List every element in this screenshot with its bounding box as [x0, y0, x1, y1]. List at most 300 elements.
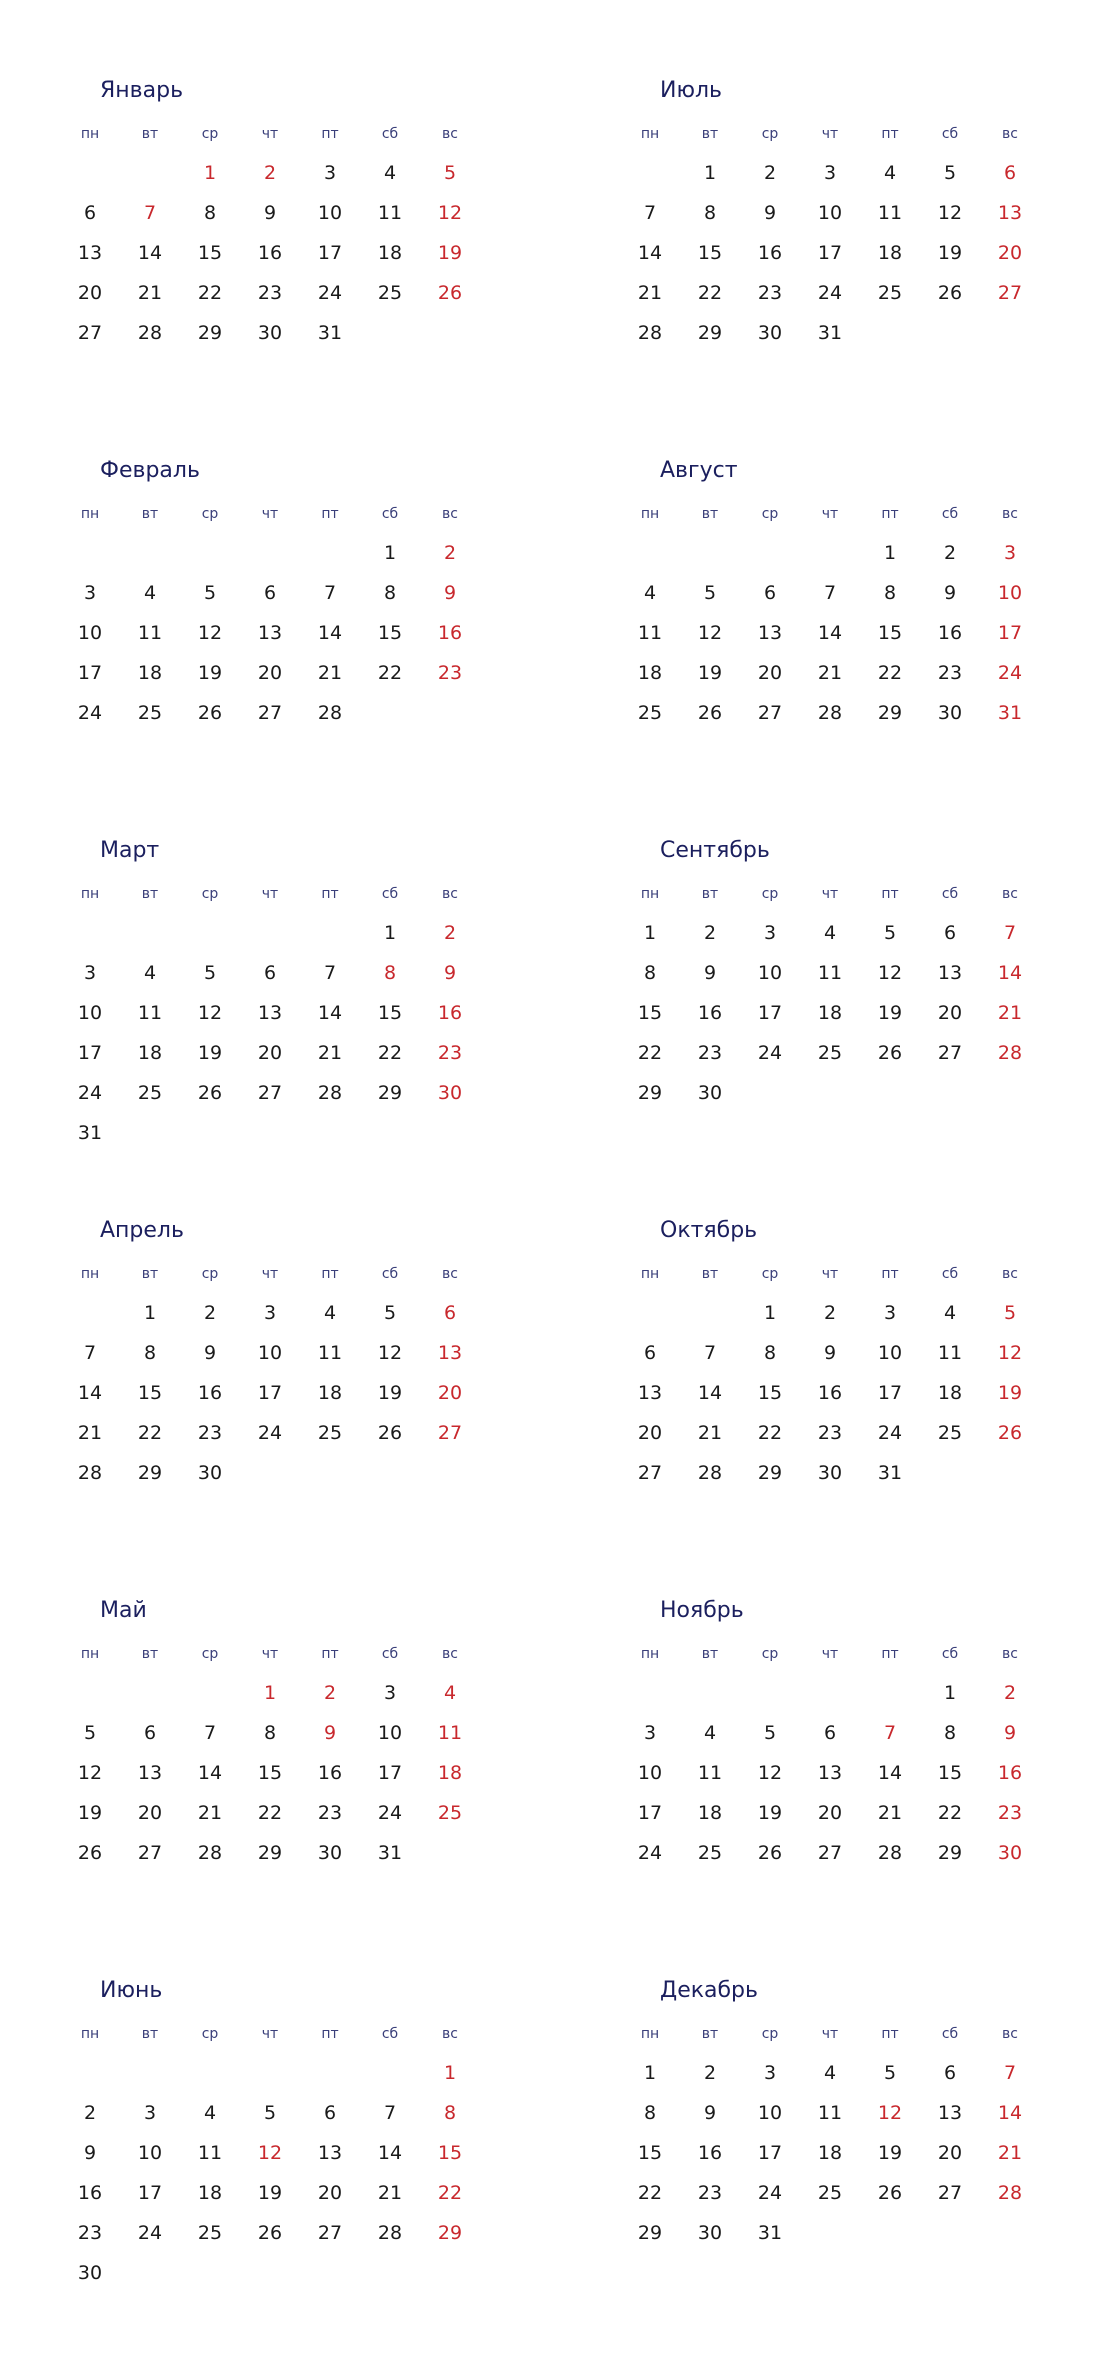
day-cell: 21	[377, 2182, 403, 2204]
day-cell: 18	[817, 2142, 843, 2164]
day-cell: 18	[697, 1802, 723, 1824]
day-cell: 16	[197, 1382, 223, 1404]
day-cell: 24	[77, 1082, 103, 1104]
day-cell: 6	[763, 582, 777, 604]
day-cell-holiday: 9	[443, 962, 457, 984]
day-cell: 27	[137, 1842, 163, 1864]
day-cell: 9	[823, 1342, 837, 1364]
day-cell-holiday: 25	[437, 1802, 463, 1824]
weekday-label: чт	[821, 2026, 839, 2042]
day-cell: 14	[317, 1002, 343, 1024]
day-cell: 31	[317, 322, 343, 344]
day-cell: 12	[377, 1342, 403, 1364]
weekday-label: сб	[941, 2026, 959, 2042]
day-cell: 15	[257, 1762, 283, 1784]
day-cell: 8	[763, 1342, 777, 1364]
day-cell: 29	[637, 1082, 663, 1104]
day-cell-holiday: 19	[437, 242, 463, 264]
day-cell: 1	[883, 542, 897, 564]
day-cell-holiday: 30	[997, 1842, 1023, 1864]
day-cell: 23	[697, 1042, 723, 1064]
day-cell: 21	[817, 662, 843, 684]
day-cell: 20	[77, 282, 103, 304]
weekday-label: чт	[261, 1646, 279, 1662]
day-cell: 2	[763, 162, 777, 184]
day-cell: 24	[257, 1422, 283, 1444]
weekday-label: пн	[640, 2026, 660, 2042]
weekday-label: чт	[261, 126, 279, 142]
day-cell: 27	[637, 1462, 663, 1484]
day-cell: 28	[877, 1842, 903, 1864]
day-cell: 9	[263, 202, 277, 224]
day-cell: 20	[257, 1042, 283, 1064]
month-title: Октябрь	[660, 1218, 758, 1243]
weekday-label: пн	[640, 1266, 660, 1282]
day-cell: 24	[757, 1042, 783, 1064]
day-cell: 22	[377, 1042, 403, 1064]
day-cell: 14	[137, 242, 163, 264]
day-cell-holiday: 31	[997, 702, 1023, 724]
day-cell: 14	[377, 2142, 403, 2164]
day-cell: 3	[643, 1722, 657, 1744]
day-cell: 25	[817, 2182, 843, 2204]
day-cell-holiday: 7	[143, 202, 157, 224]
day-cell: 17	[757, 1002, 783, 1024]
day-cell: 28	[637, 322, 663, 344]
day-cell: 17	[77, 662, 103, 684]
day-cell: 24	[637, 1842, 663, 1864]
day-cell: 30	[257, 322, 283, 344]
weekday-label: вт	[701, 1646, 719, 1662]
day-cell: 21	[77, 1422, 103, 1444]
day-cell: 12	[77, 1762, 103, 1784]
month-title: Май	[100, 1598, 147, 1623]
day-cell: 21	[317, 1042, 343, 1064]
day-cell: 26	[197, 702, 223, 724]
day-cell: 8	[383, 582, 397, 604]
day-cell: 11	[817, 962, 843, 984]
day-cell: 13	[257, 622, 283, 644]
day-cell: 6	[323, 2102, 337, 2124]
day-cell: 20	[137, 1802, 163, 1824]
day-cell-holiday: 9	[323, 1722, 337, 1744]
day-cell: 18	[197, 2182, 223, 2204]
day-cell: 17	[317, 242, 343, 264]
day-cell: 27	[257, 1082, 283, 1104]
weekday-label: пн	[640, 506, 660, 522]
month-title: Январь	[100, 78, 184, 103]
day-cell: 9	[703, 2102, 717, 2124]
day-cell-holiday: 21	[997, 1002, 1023, 1024]
day-cell: 1	[143, 1302, 157, 1324]
day-cell: 13	[257, 1002, 283, 1024]
day-cell: 24	[877, 1422, 903, 1444]
day-cell: 13	[77, 242, 103, 264]
day-cell: 9	[943, 582, 957, 604]
day-cell: 4	[323, 1302, 337, 1324]
weekday-label: вс	[1002, 126, 1018, 142]
day-cell: 30	[77, 2262, 103, 2284]
day-cell-holiday: 2	[443, 542, 457, 564]
day-cell: 20	[937, 2142, 963, 2164]
day-cell: 20	[637, 1422, 663, 1444]
weekday-label: чт	[821, 1266, 839, 1282]
day-cell: 27	[317, 2222, 343, 2244]
day-cell-holiday: 12	[257, 2142, 283, 2164]
day-cell-holiday: 16	[437, 622, 463, 644]
day-cell: 17	[637, 1802, 663, 1824]
day-cell-holiday: 23	[997, 1802, 1023, 1824]
day-cell: 26	[937, 282, 963, 304]
day-cell: 19	[937, 242, 963, 264]
day-cell: 5	[203, 962, 217, 984]
month-title: Апрель	[100, 1218, 184, 1243]
day-cell: 18	[817, 1002, 843, 1024]
day-cell: 25	[137, 702, 163, 724]
day-cell: 29	[637, 2222, 663, 2244]
day-cell: 21	[137, 282, 163, 304]
day-cell: 22	[637, 1042, 663, 1064]
day-cell: 25	[637, 702, 663, 724]
day-cell: 31	[77, 1122, 103, 1144]
day-cell: 23	[257, 282, 283, 304]
day-cell: 17	[877, 1382, 903, 1404]
weekday-label: сб	[381, 506, 399, 522]
day-cell: 9	[83, 2142, 97, 2164]
day-cell: 10	[757, 2102, 783, 2124]
day-cell: 23	[937, 662, 963, 684]
day-cell: 26	[197, 1082, 223, 1104]
day-cell: 19	[757, 1802, 783, 1824]
day-cell: 25	[937, 1422, 963, 1444]
day-cell: 25	[197, 2222, 223, 2244]
day-cell: 6	[943, 2062, 957, 2084]
weekday-label: ср	[761, 506, 779, 522]
weekday-label: ср	[201, 886, 219, 902]
day-cell: 11	[817, 2102, 843, 2124]
day-cell: 1	[383, 922, 397, 944]
day-cell: 10	[317, 202, 343, 224]
day-cell-holiday: 13	[997, 202, 1023, 224]
day-cell: 31	[757, 2222, 783, 2244]
day-cell: 15	[637, 2142, 663, 2164]
day-cell: 15	[197, 242, 223, 264]
day-cell: 28	[697, 1462, 723, 1484]
day-cell: 2	[703, 922, 717, 944]
day-cell: 10	[637, 1762, 663, 1784]
day-cell: 4	[883, 162, 897, 184]
day-cell-holiday: 24	[997, 662, 1023, 684]
day-cell-holiday: 21	[997, 2142, 1023, 2164]
day-cell-holiday: 7	[883, 1722, 897, 1744]
day-cell: 11	[137, 622, 163, 644]
day-cell: 19	[877, 2142, 903, 2164]
day-cell: 29	[757, 1462, 783, 1484]
day-cell: 20	[937, 1002, 963, 1024]
day-cell: 30	[757, 322, 783, 344]
day-cell: 26	[257, 2222, 283, 2244]
day-cell: 10	[817, 202, 843, 224]
day-cell: 3	[763, 2062, 777, 2084]
day-cell: 24	[757, 2182, 783, 2204]
day-cell: 27	[757, 702, 783, 724]
day-cell: 29	[377, 1082, 403, 1104]
day-cell: 9	[763, 202, 777, 224]
day-cell-holiday: 6	[443, 1302, 457, 1324]
day-cell-holiday: 8	[383, 962, 397, 984]
day-cell: 18	[137, 662, 163, 684]
day-cell: 18	[877, 242, 903, 264]
day-cell: 17	[377, 1762, 403, 1784]
day-cell: 30	[937, 702, 963, 724]
weekday-label: сб	[381, 126, 399, 142]
day-cell-holiday: 1	[443, 2062, 457, 2084]
day-cell: 15	[377, 1002, 403, 1024]
day-cell: 5	[83, 1722, 97, 1744]
day-cell-holiday: 20	[997, 242, 1023, 264]
weekday-label: чт	[821, 126, 839, 142]
day-cell: 8	[143, 1342, 157, 1364]
weekday-label: сб	[381, 886, 399, 902]
day-cell: 5	[883, 922, 897, 944]
day-cell: 12	[197, 1002, 223, 1024]
weekday-label: вт	[141, 1266, 159, 1282]
weekday-label: вс	[1002, 506, 1018, 522]
weekday-label: пт	[321, 1646, 339, 1662]
day-cell: 8	[203, 202, 217, 224]
weekday-label: ср	[761, 2026, 779, 2042]
day-cell: 31	[817, 322, 843, 344]
day-cell: 10	[257, 1342, 283, 1364]
day-cell: 3	[263, 1302, 277, 1324]
month-title: Март	[100, 838, 160, 863]
day-cell: 4	[823, 2062, 837, 2084]
day-cell: 7	[703, 1342, 717, 1364]
day-cell: 5	[703, 582, 717, 604]
day-cell: 1	[943, 1682, 957, 1704]
day-cell: 8	[703, 202, 717, 224]
day-cell: 30	[697, 1082, 723, 1104]
day-cell: 8	[643, 962, 657, 984]
day-cell: 22	[937, 1802, 963, 1824]
day-cell: 28	[137, 322, 163, 344]
day-cell-holiday: 29	[437, 2222, 463, 2244]
day-cell: 24	[817, 282, 843, 304]
day-cell: 24	[317, 282, 343, 304]
day-cell: 2	[703, 2062, 717, 2084]
day-cell: 12	[697, 622, 723, 644]
day-cell: 4	[823, 922, 837, 944]
day-cell: 22	[637, 2182, 663, 2204]
day-cell: 6	[143, 1722, 157, 1744]
weekday-label: вс	[442, 1266, 458, 1282]
day-cell: 7	[643, 202, 657, 224]
day-cell-holiday: 6	[1003, 162, 1017, 184]
day-cell: 28	[377, 2222, 403, 2244]
day-cell-holiday: 27	[437, 1422, 463, 1444]
weekday-label: вс	[1002, 1266, 1018, 1282]
day-cell: 19	[697, 662, 723, 684]
day-cell: 19	[877, 1002, 903, 1024]
day-cell: 21	[197, 1802, 223, 1824]
weekday-label: ср	[201, 1646, 219, 1662]
weekday-label: пт	[881, 1646, 899, 1662]
day-cell: 15	[937, 1762, 963, 1784]
day-cell: 30	[197, 1462, 223, 1484]
day-cell: 10	[377, 1722, 403, 1744]
day-cell: 16	[257, 242, 283, 264]
day-cell: 7	[323, 962, 337, 984]
day-cell-holiday: 14	[997, 2102, 1023, 2124]
day-cell: 27	[77, 322, 103, 344]
day-cell-holiday: 12	[877, 2102, 903, 2124]
weekday-label: вс	[442, 2026, 458, 2042]
day-cell-holiday: 2	[323, 1682, 337, 1704]
day-cell: 29	[877, 702, 903, 724]
month-title: Июль	[660, 78, 723, 103]
weekday-label: вс	[442, 126, 458, 142]
day-cell: 27	[937, 2182, 963, 2204]
weekday-label: ср	[761, 886, 779, 902]
day-cell: 24	[377, 1802, 403, 1824]
day-cell: 22	[197, 282, 223, 304]
day-cell: 10	[757, 962, 783, 984]
day-cell-holiday: 13	[437, 1342, 463, 1364]
weekday-label: ср	[201, 1266, 219, 1282]
day-cell: 14	[317, 622, 343, 644]
day-cell: 3	[83, 582, 97, 604]
weekday-label: чт	[821, 506, 839, 522]
day-cell: 1	[703, 162, 717, 184]
day-cell-holiday: 11	[437, 1722, 463, 1744]
day-cell: 18	[137, 1042, 163, 1064]
day-cell: 5	[763, 1722, 777, 1744]
weekday-label: вс	[442, 886, 458, 902]
day-cell: 3	[383, 1682, 397, 1704]
day-cell-holiday: 30	[437, 1082, 463, 1104]
day-cell-holiday: 9	[1003, 1722, 1017, 1744]
day-cell: 4	[703, 1722, 717, 1744]
weekday-label: вс	[442, 1646, 458, 1662]
weekday-label: чт	[261, 886, 279, 902]
day-cell: 29	[197, 322, 223, 344]
day-cell: 7	[383, 2102, 397, 2124]
day-cell: 16	[317, 1762, 343, 1784]
day-cell: 20	[317, 2182, 343, 2204]
day-cell: 18	[317, 1382, 343, 1404]
day-cell: 31	[377, 1842, 403, 1864]
day-cell: 22	[377, 662, 403, 684]
day-cell: 14	[697, 1382, 723, 1404]
day-cell: 11	[637, 622, 663, 644]
day-cell-holiday: 3	[1003, 542, 1017, 564]
day-cell: 26	[877, 1042, 903, 1064]
day-cell: 9	[703, 962, 717, 984]
day-cell: 6	[83, 202, 97, 224]
weekday-label: чт	[261, 506, 279, 522]
day-cell: 16	[77, 2182, 103, 2204]
weekday-label: чт	[261, 2026, 279, 2042]
day-cell: 28	[197, 1842, 223, 1864]
day-cell: 10	[77, 622, 103, 644]
day-cell: 25	[317, 1422, 343, 1444]
day-cell: 17	[257, 1382, 283, 1404]
day-cell-holiday: 16	[997, 1762, 1023, 1784]
day-cell: 1	[643, 2062, 657, 2084]
weekday-label: сб	[381, 2026, 399, 2042]
day-cell-holiday: 27	[997, 282, 1023, 304]
day-cell: 18	[377, 242, 403, 264]
weekday-label: вт	[141, 506, 159, 522]
day-cell: 30	[817, 1462, 843, 1484]
day-cell-holiday: 18	[437, 1762, 463, 1784]
weekday-label: сб	[941, 126, 959, 142]
day-cell-holiday: 12	[997, 1342, 1023, 1364]
day-cell: 3	[823, 162, 837, 184]
day-cell: 20	[757, 662, 783, 684]
day-cell: 1	[383, 542, 397, 564]
day-cell: 16	[697, 2142, 723, 2164]
weekday-label: пт	[881, 506, 899, 522]
day-cell: 25	[817, 1042, 843, 1064]
day-cell: 4	[203, 2102, 217, 2124]
day-cell-holiday: 19	[997, 1382, 1023, 1404]
day-cell-holiday: 8	[443, 2102, 457, 2124]
weekday-label: чт	[261, 1266, 279, 1282]
day-cell-holiday: 23	[437, 1042, 463, 1064]
day-cell: 17	[137, 2182, 163, 2204]
weekday-label: пт	[321, 886, 339, 902]
day-cell: 3	[883, 1302, 897, 1324]
day-cell: 15	[697, 242, 723, 264]
weekday-label: ср	[761, 126, 779, 142]
day-cell: 21	[317, 662, 343, 684]
weekday-label: чт	[821, 1646, 839, 1662]
day-cell: 15	[137, 1382, 163, 1404]
weekday-label: пт	[881, 126, 899, 142]
day-cell-holiday: 17	[997, 622, 1023, 644]
day-cell: 21	[877, 1802, 903, 1824]
weekday-label: вт	[141, 1646, 159, 1662]
day-cell: 28	[317, 1082, 343, 1104]
day-cell: 5	[943, 162, 957, 184]
day-cell: 21	[637, 282, 663, 304]
weekday-label: пт	[881, 1266, 899, 1282]
day-cell: 15	[757, 1382, 783, 1404]
weekday-label: ср	[761, 1646, 779, 1662]
weekday-label: пт	[321, 1266, 339, 1282]
day-cell-holiday: 26	[997, 1422, 1023, 1444]
day-cell: 14	[637, 242, 663, 264]
weekday-label: пн	[80, 886, 100, 902]
day-cell-holiday: 12	[437, 202, 463, 224]
day-cell: 26	[697, 702, 723, 724]
day-cell-holiday: 26	[437, 282, 463, 304]
day-cell-holiday: 14	[997, 962, 1023, 984]
day-cell-holiday: 28	[997, 2182, 1023, 2204]
weekday-label: ср	[201, 2026, 219, 2042]
month-title: Февраль	[100, 458, 200, 483]
month-title: Сентябрь	[660, 838, 770, 863]
weekday-label: вт	[701, 2026, 719, 2042]
day-cell: 24	[137, 2222, 163, 2244]
day-cell: 26	[77, 1842, 103, 1864]
day-cell: 24	[77, 702, 103, 724]
day-cell: 11	[197, 2142, 223, 2164]
weekday-label: вт	[141, 886, 159, 902]
month-title: Декабрь	[660, 1978, 758, 2003]
day-cell: 7	[203, 1722, 217, 1744]
